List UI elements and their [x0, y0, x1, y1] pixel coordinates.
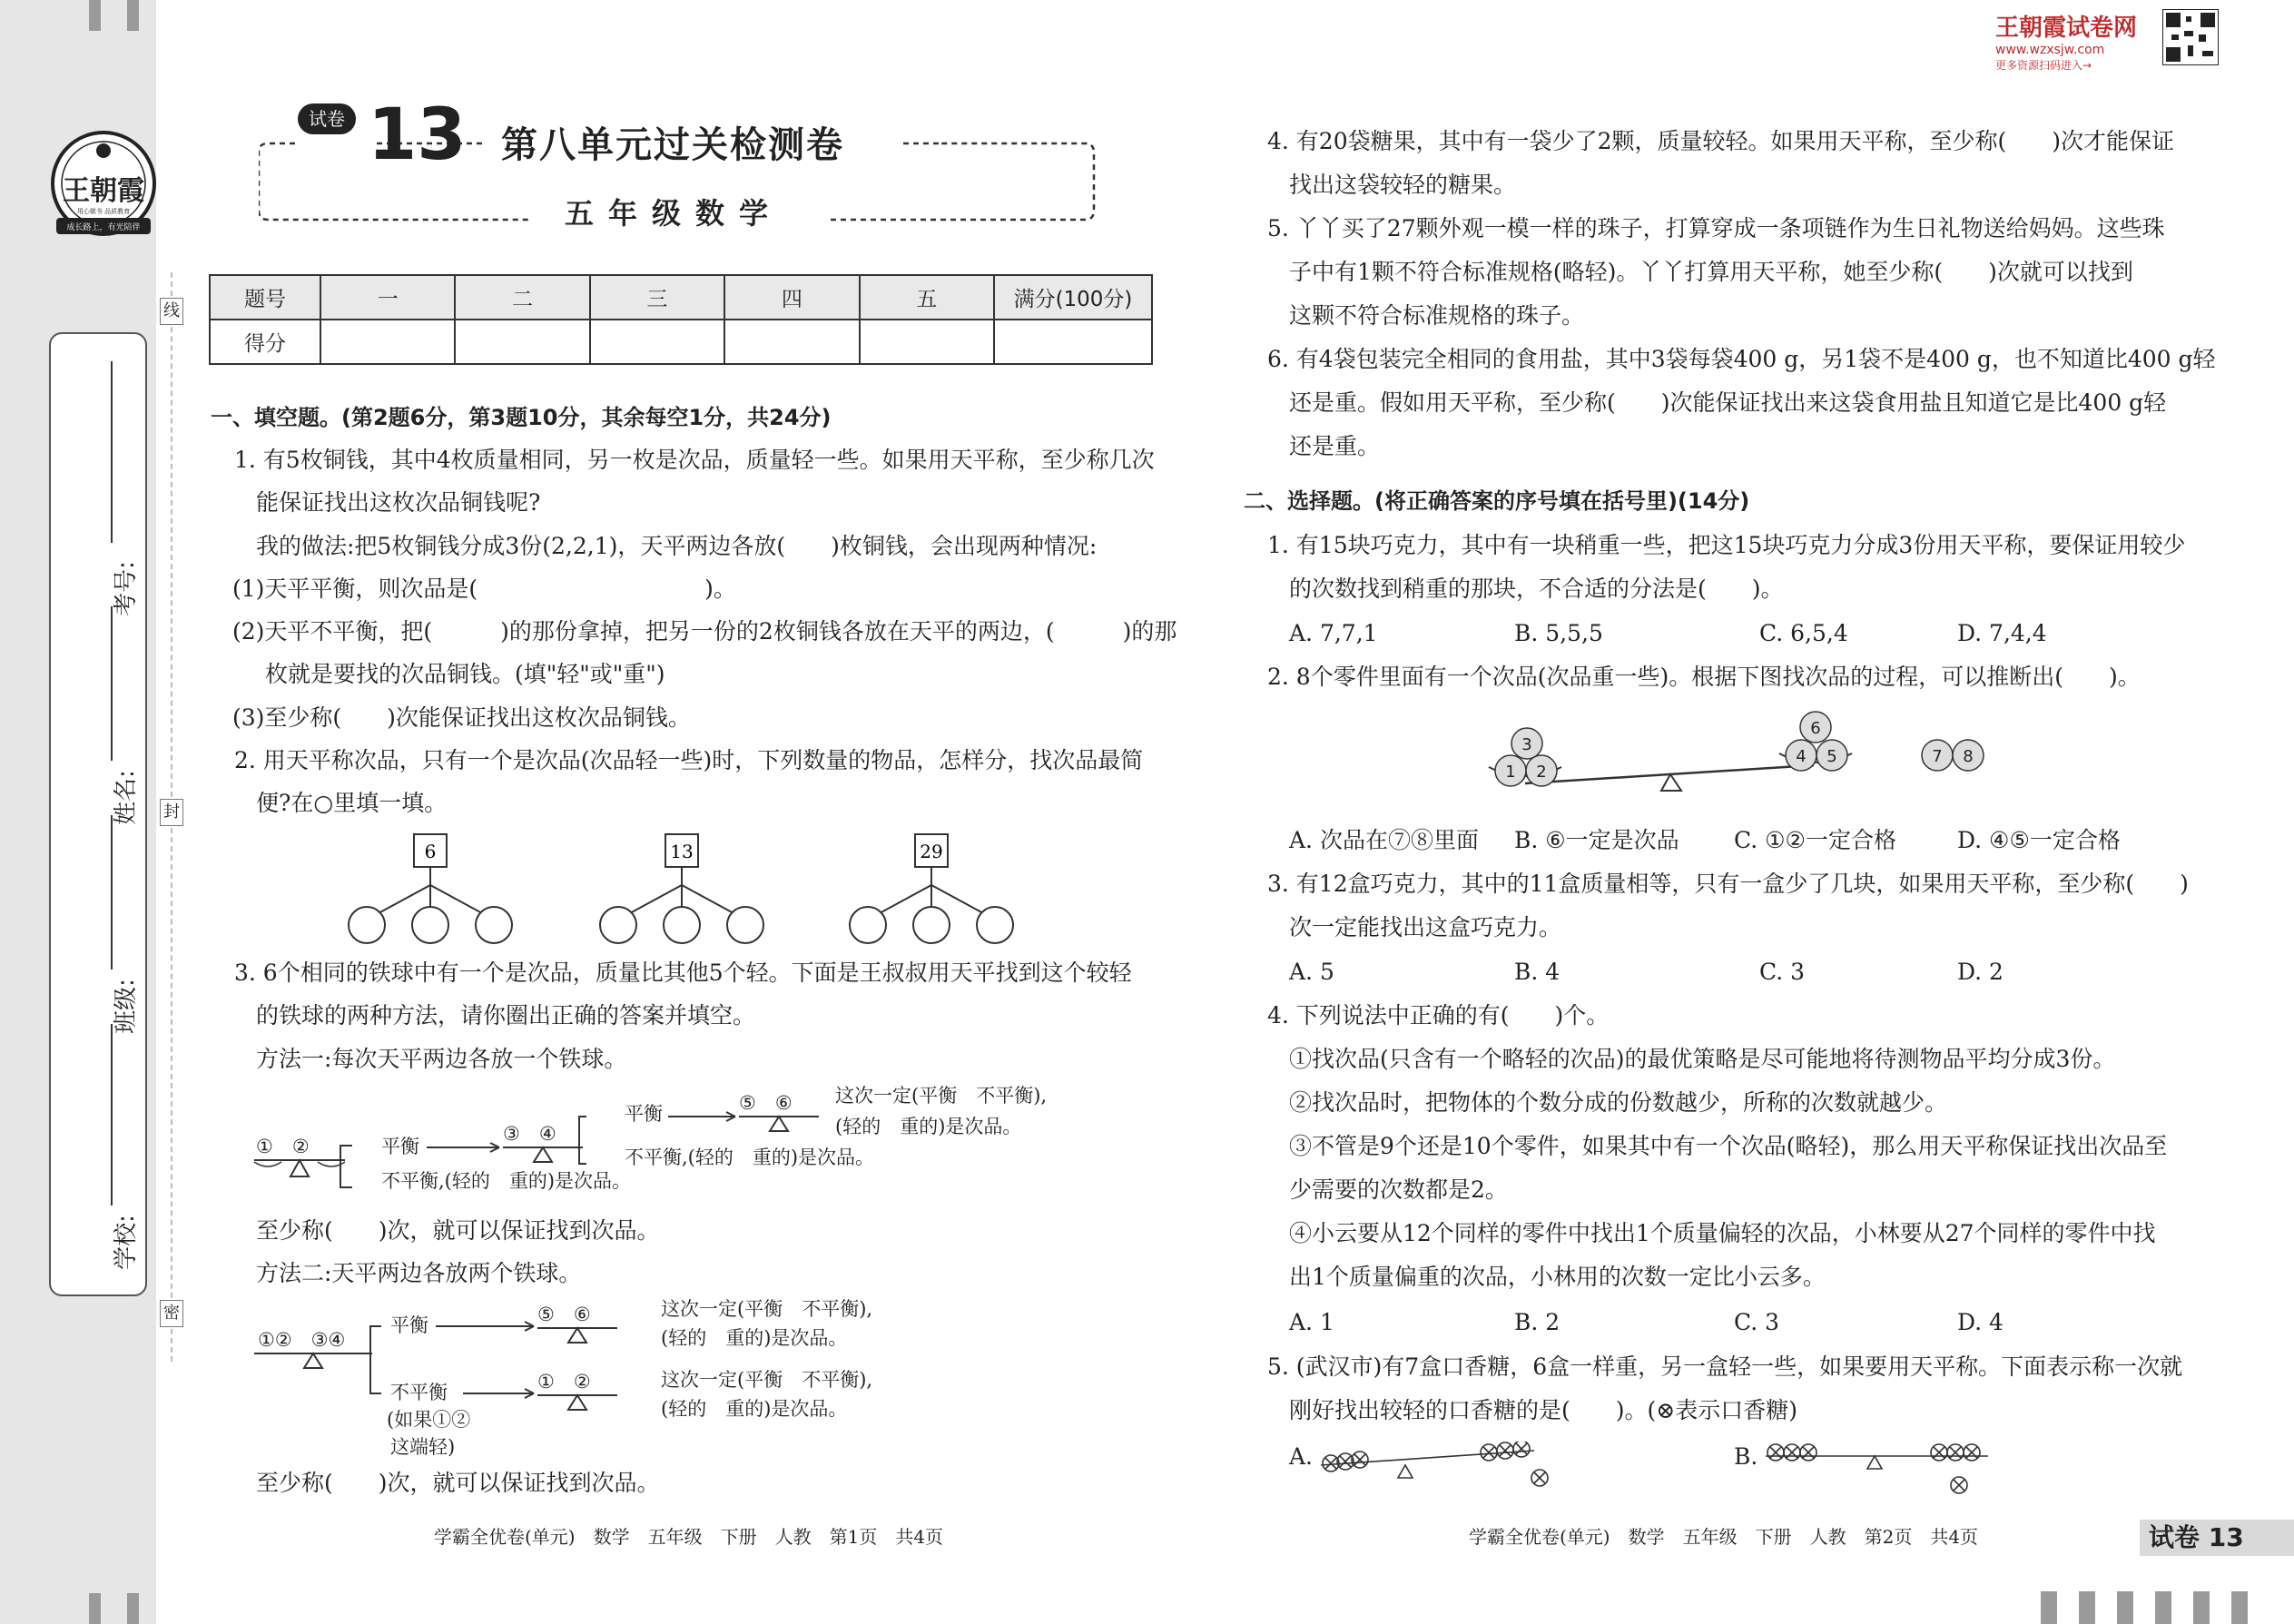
brand-name: 王朝霞试卷网	[1995, 15, 2138, 42]
statement-1: ①找次品(只含有一个略轻的次品)的最优策略是尽可能地将待测物品平均分成3份。	[1289, 1046, 2116, 1072]
ball-balance-diagram	[1480, 704, 2043, 822]
option-b[interactable]: B. 2	[1514, 1309, 1561, 1335]
method-1-balls-56: ⑤ ⑥	[739, 1092, 793, 1114]
question-text: (2)天平不平衡，把( )的那份拿掉，把另一份的2枚铜钱各放在天平的两边，( )的那	[232, 618, 1177, 645]
question-text: 3. 6个相同的铁球中有一个是次品，质量比其他5个轻。下面是王叔叔用天平找到这个较轻	[234, 960, 1132, 986]
option-c[interactable]: C. 3	[1759, 959, 1806, 985]
logo-motto: 用心做书 品质教育	[76, 208, 131, 215]
question-text: 5. 丫丫买了27颗外观一模一样的珠子，打算穿成一条项链作为生日礼物送给妈妈。这些珠	[1267, 215, 2165, 241]
xingming-line	[111, 606, 113, 761]
question-text: 便?在○里填一填。	[256, 790, 448, 816]
question-text: 的铁球的两种方法，请你圈出正确的答案并填空。	[256, 1002, 756, 1029]
option-a[interactable]: A. 5	[1289, 959, 1334, 985]
question-text: 2. 8个零件里面有一个次品(次品重一些)。根据下图找次品的过程，可以推断出( )。	[1267, 664, 2141, 690]
logo-name: 王朝霞	[63, 175, 144, 207]
score-input[interactable]	[724, 320, 859, 364]
seal-char-xian: 线	[160, 298, 183, 325]
question-text: 这颗不符合标准规格的珠子。	[1289, 302, 1585, 329]
question-text: 5. (武汉市)有7盒口香糖，6盒一样重，另一盒轻一些，如果要用天平称。下面表示称一次就	[1267, 1353, 2183, 1380]
score-table	[209, 274, 1153, 365]
question-text: 次一定能找出这盒巧克力。	[1289, 914, 1562, 940]
tree-29	[850, 834, 1013, 943]
ball-label: 5	[1826, 747, 1837, 766]
method-2-balls: ①② ③④	[258, 1329, 346, 1351]
logo-ribbon: 成长路上，有光陪伴	[66, 223, 141, 232]
gum-balance-a	[1316, 1442, 1552, 1496]
ball-label: 4	[1796, 747, 1807, 766]
ball-label: 1	[1505, 763, 1516, 782]
method-2-result: (轻的 重的)是次品。	[661, 1398, 848, 1420]
option-c[interactable]: C. 6,5,4	[1759, 620, 1848, 646]
page-footer-right: 学霸全优卷(单元) 数学 五年级 下册 人教 第2页 共4页	[1469, 1526, 1979, 1548]
register-mark	[127, 1593, 139, 1624]
method-1-unbalanced: 不平衡,(轻的 重的)是次品。	[381, 1170, 632, 1192]
answer-circle[interactable]	[349, 907, 385, 943]
register-mark	[2155, 1591, 2171, 1624]
score-input[interactable]	[590, 320, 724, 364]
method-1-unbalanced: 不平衡,(轻的 重的)是次品。	[625, 1147, 875, 1168]
seal-char-mi: 密	[160, 1300, 183, 1327]
question-text: 能保证找出这枚次品铜钱呢?	[256, 489, 541, 516]
ball-label: 8	[1963, 747, 1974, 766]
tree-13	[600, 834, 763, 943]
tree-6	[349, 834, 512, 943]
register-mark	[2193, 1591, 2210, 1624]
option-c[interactable]: C. 3	[1734, 1309, 1780, 1335]
answer-circle[interactable]	[913, 907, 950, 943]
method-2-result: 这次一定(平衡 不平衡),	[661, 1298, 873, 1320]
method-2-result: 这次一定(平衡 不平衡),	[661, 1369, 873, 1391]
question-text: 至少称( )次，就可以保证找到次品。	[256, 1470, 660, 1496]
kaohao-line	[111, 361, 113, 543]
ball-label: 2	[1536, 763, 1547, 782]
statement-3: 少需要的次数都是2。	[1289, 1176, 1508, 1203]
method-2-balls-12: ① ②	[537, 1371, 591, 1393]
score-cell: 四	[724, 275, 859, 320]
question-text: 4. 有20袋糖果，其中有一袋少了2颗，质量较轻。如果用天平称，至少称( )次才能保证	[1267, 128, 2175, 154]
method-1-result: 这次一定(平衡 不平衡),	[835, 1085, 1048, 1107]
balance-label: 不平衡	[390, 1382, 448, 1403]
gum-balance-b	[1761, 1442, 1997, 1496]
tree-root-label: 29	[920, 841, 943, 862]
answer-circle[interactable]	[412, 907, 448, 943]
page-subtitle: 五年级数学	[565, 196, 783, 231]
question-text: 1. 有15块巧克力，其中有一块稍重一些，把这15块巧克力分成3份用天平称，要保证用较少	[1267, 532, 2186, 558]
student-info-box	[49, 332, 147, 1296]
question-text: 找出这袋较轻的糖果。	[1289, 172, 1517, 198]
method-1-result: (轻的 重的)是次品。	[835, 1116, 1022, 1137]
score-input[interactable]	[320, 320, 455, 364]
option-d[interactable]: D. 7,4,4	[1957, 620, 2047, 646]
score-input[interactable]	[455, 320, 589, 364]
question-text: 2. 用天平称次品，只有一个是次品(次品轻一些)时，下列数量的物品，怎样分，找次品最简	[234, 747, 1144, 773]
option-b[interactable]: B. ⑥一定是次品	[1514, 827, 1679, 853]
option-c[interactable]: C. ①②一定合格	[1734, 827, 1896, 853]
score-value-row	[210, 320, 1152, 364]
statement-4: 出1个质量偏重的次品，小林用的次数一定比小云多。	[1289, 1264, 1826, 1290]
option-a[interactable]: A.	[1289, 1443, 1314, 1470]
brand-tagline: 更多资源扫码进入→	[1995, 59, 2092, 72]
answer-circle[interactable]	[727, 907, 763, 943]
question-text: 子中有1颗不符合标准规格(略轻)。丫丫打算用天平称，她至少称( )次就可以找到	[1289, 259, 2133, 285]
paper-number: 13	[368, 94, 467, 176]
kaohao-label: 考号:	[112, 561, 140, 616]
question-text: 的次数找到稍重的那块，不合适的分法是( )。	[1289, 576, 1784, 602]
method-1-diagram	[245, 1080, 1117, 1198]
question-text: 我的做法:把5枚铜钱分成3份(2,2,1)，天平两边各放( )枚铜钱，会出现两种情况:	[256, 533, 1098, 559]
xingming-label: 姓名:	[112, 770, 140, 825]
question-text: 6. 有4袋包装完全相同的食用盐，其中3袋每袋400 g，另1袋不是400 g，也不知道比400 g轻	[1267, 346, 2216, 372]
score-cell: 一	[320, 275, 455, 320]
register-mark	[2079, 1591, 2095, 1624]
tree-root-label: 6	[424, 841, 437, 862]
answer-circle[interactable]	[600, 907, 636, 943]
statement-3: ③不管是9个还是10个零件，如果其中有一个次品(略轻)，那么用天平称保证找出次品至	[1289, 1133, 2168, 1159]
balance-label: 平衡	[625, 1103, 663, 1125]
xuexiao-label: 学校:	[112, 1215, 140, 1270]
question-text: 还是重。	[1289, 433, 1381, 459]
seal-char-feng: 封	[160, 799, 183, 826]
score-cell: 题号	[210, 275, 320, 320]
answer-circle[interactable]	[476, 907, 512, 943]
ball-label: 3	[1521, 735, 1532, 754]
option-b[interactable]: B.	[1734, 1443, 1758, 1470]
section-2-heading: 二、选择题。(将正确答案的序号填在括号里)(14分)	[1244, 488, 1750, 514]
question-text: 枚就是要找的次品铜钱。(填"轻"或"重")	[265, 661, 665, 687]
paper-badge: 试卷	[298, 103, 356, 134]
score-cell: 三	[590, 275, 724, 320]
method-2-title: 方法二:天平两边各放两个铁球。	[256, 1260, 582, 1286]
method-2-balls-56: ⑤ ⑥	[537, 1304, 591, 1325]
register-mark	[89, 1593, 101, 1624]
option-b[interactable]: B. 5,5,5	[1514, 620, 1603, 646]
register-mark	[2231, 1591, 2248, 1624]
brand-url[interactable]: www.wzxsjw.com	[1995, 43, 2105, 57]
balance-label: 平衡	[390, 1314, 428, 1336]
tree-diagrams	[336, 831, 1044, 944]
score-input[interactable]	[860, 320, 994, 364]
method-2-note: (如果①②	[387, 1409, 471, 1431]
option-d[interactable]: D. ④⑤一定合格	[1957, 827, 2121, 853]
option-a[interactable]: A. 1	[1289, 1309, 1334, 1335]
option-a[interactable]: A. 7,7,1	[1289, 620, 1378, 646]
method-2-diagram	[245, 1294, 1117, 1466]
tree-root-label: 13	[670, 841, 694, 862]
ball-label: 6	[1810, 719, 1821, 738]
method-1-title: 方法一:每次天平两边各放一个铁球。	[256, 1046, 627, 1072]
question-text: 还是重。假如用天平称，至少称( )次能保证找出来这袋食用盐且知道它是比400 g轻	[1289, 389, 2167, 416]
question-text: 至少称( )次，就可以保证找到次品。	[256, 1217, 660, 1244]
page-title: 第八单元过关检测卷	[501, 124, 844, 166]
score-cell: 满分(100分)	[994, 275, 1152, 320]
option-a[interactable]: A. 次品在⑦⑧里面	[1289, 827, 1479, 853]
score-header-row	[210, 275, 1152, 320]
answer-circle[interactable]	[664, 907, 700, 943]
question-text: 刚好找出较轻的口香糖的是( )。(⊗表示口香糖)	[1289, 1397, 1797, 1423]
statement-4: ④小云要从12个同样的零件中找出1个质量偏轻的次品，小林要从27个同样的零件中找	[1289, 1220, 2156, 1246]
brand-block	[1995, 9, 2137, 73]
option-d[interactable]: D. 2	[1957, 959, 2004, 985]
register-mark	[2117, 1591, 2133, 1624]
register-mark	[127, 0, 139, 31]
banji-label: 班级:	[112, 979, 140, 1034]
xuexiao-line	[111, 1024, 113, 1206]
method-2-result: (轻的 重的)是次品。	[661, 1327, 848, 1349]
balance-label: 平衡	[381, 1136, 419, 1157]
question-text: (1)天平平衡，则次品是( )。	[232, 576, 736, 602]
question-text: (3)至少称( )次能保证找出这枚次品铜钱。	[232, 704, 691, 731]
answer-circle[interactable]	[850, 907, 886, 943]
ball-label: 7	[1932, 747, 1943, 766]
section-1-heading: 一、填空题。(第2题6分，第3题10分，其余每空1分，共24分)	[211, 405, 832, 430]
option-b[interactable]: B. 4	[1514, 959, 1561, 985]
banji-line	[111, 815, 113, 969]
answer-circle[interactable]	[977, 907, 1013, 943]
question-text: 4. 下列说法中正确的有( )个。	[1267, 1002, 1610, 1029]
score-input[interactable]	[994, 320, 1152, 364]
method-1-balls-34: ③ ④	[503, 1123, 556, 1145]
paper-number-tab: 试卷 13	[2140, 1520, 2294, 1556]
question-text: 3. 有12盒巧克力，其中的11盒质量相等，只有一盒少了几块，如果用天平称，至少称( )	[1267, 871, 2189, 897]
statement-2: ②找次品时，把物体的个数分成的份数越少，所称的次数就越少。	[1289, 1089, 1948, 1116]
page-footer-left: 学霸全优卷(单元) 数学 五年级 下册 人教 第1页 共4页	[434, 1526, 944, 1548]
qr-code-icon[interactable]	[2162, 9, 2219, 65]
register-mark	[89, 0, 101, 31]
question-text: 1. 有5枚铜钱，其中4枚质量相同，另一枚是次品，质量轻一些。如果用天平称，至少称几次	[234, 447, 1155, 473]
method-2-note: 这端轻)	[390, 1436, 456, 1458]
score-cell: 得分	[210, 320, 320, 364]
publisher-logo	[47, 127, 162, 251]
register-mark	[2041, 1591, 2057, 1624]
score-cell: 二	[455, 275, 589, 320]
score-cell: 五	[860, 275, 994, 320]
option-d[interactable]: D. 4	[1957, 1309, 2004, 1335]
method-1-balls-12: ① ②	[256, 1136, 310, 1157]
